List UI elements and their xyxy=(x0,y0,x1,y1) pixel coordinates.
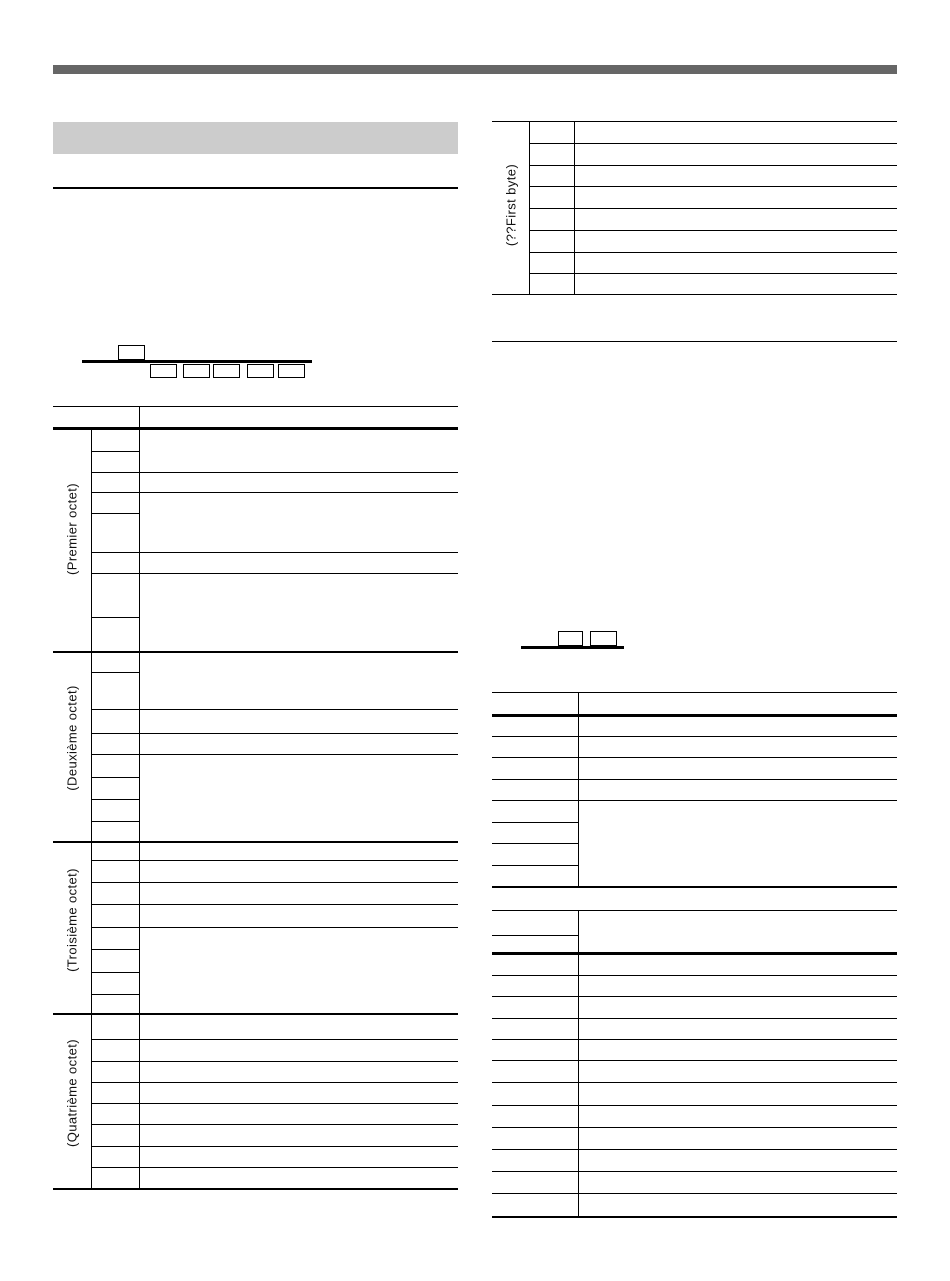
description-cell xyxy=(140,1015,458,1040)
value-cell xyxy=(492,955,578,976)
description-cell xyxy=(579,1172,897,1194)
description-cell xyxy=(575,231,897,253)
description-cell xyxy=(140,734,458,755)
description-cell xyxy=(140,653,458,710)
top-rule-bar xyxy=(53,65,897,74)
diagram-box xyxy=(150,364,177,378)
value-cell xyxy=(492,693,578,717)
bit-cell xyxy=(92,1040,139,1062)
value-cell xyxy=(492,758,578,780)
bit-cell xyxy=(530,122,574,144)
bit-cell xyxy=(92,734,139,755)
value-column xyxy=(492,911,579,1216)
description-cell xyxy=(575,187,897,209)
byte-format-diagram-left xyxy=(80,344,315,381)
value-cell xyxy=(492,1083,578,1106)
bit-cell xyxy=(530,231,574,253)
description-cell xyxy=(140,1062,458,1083)
octet-group-4 xyxy=(53,1015,458,1190)
description-cell xyxy=(140,473,458,493)
bit-cell xyxy=(92,973,139,995)
bit-cell xyxy=(92,995,139,1013)
bit-cell xyxy=(92,883,139,905)
value-cell xyxy=(492,1194,578,1216)
description-cell xyxy=(579,976,897,997)
description-cell xyxy=(575,144,897,166)
value-cell xyxy=(492,866,578,886)
group-label-cell xyxy=(53,843,92,1013)
value-cell xyxy=(492,936,578,955)
diagram-box xyxy=(558,631,583,646)
bit-cell xyxy=(92,553,139,574)
bit-cell xyxy=(530,274,574,294)
value-table-upper xyxy=(492,692,897,888)
bit-cell xyxy=(92,452,139,473)
bit-cell xyxy=(92,1062,139,1083)
diagram-baseline xyxy=(521,646,624,649)
bit-cell xyxy=(92,618,139,651)
bit-cell xyxy=(530,144,574,166)
value-cell xyxy=(492,1128,578,1150)
bit-cell xyxy=(92,755,139,778)
bit-cell xyxy=(92,1168,139,1188)
description-cell xyxy=(140,883,458,905)
bit-cell xyxy=(92,1125,139,1147)
description-cell xyxy=(140,1104,458,1125)
value-cell xyxy=(492,1019,578,1040)
bit-cell xyxy=(92,514,139,553)
value-cell xyxy=(492,737,578,758)
octet-group-1 xyxy=(53,430,458,653)
group-label-cell xyxy=(53,1015,92,1188)
description-cell xyxy=(579,1061,897,1083)
description-cell xyxy=(579,1194,897,1216)
description-cell xyxy=(579,1106,897,1128)
description-cell xyxy=(575,122,897,144)
bit-column xyxy=(92,430,140,651)
description-cell xyxy=(579,801,897,886)
value-cell xyxy=(492,997,578,1019)
description-cell xyxy=(575,274,897,294)
description-cell xyxy=(140,1147,458,1168)
description-cell xyxy=(140,493,458,553)
value-cell xyxy=(492,1061,578,1083)
diagram-box xyxy=(183,364,210,378)
description-column xyxy=(579,693,897,886)
octet-group-2 xyxy=(53,653,458,843)
value-cell xyxy=(492,911,578,936)
description-column xyxy=(140,1015,458,1188)
group-label: (Premier octet) xyxy=(64,483,80,576)
diagram-box xyxy=(247,364,274,378)
bit-cell xyxy=(92,822,139,841)
description-cell xyxy=(140,1040,458,1062)
description-cell xyxy=(575,166,897,187)
description-cell xyxy=(579,717,897,737)
bit-cell xyxy=(92,1083,139,1104)
bit-cell xyxy=(92,710,139,734)
group-label: (Troisième octet) xyxy=(64,867,80,972)
bit-column xyxy=(530,122,575,294)
description-cell xyxy=(140,430,458,473)
group-label: (Quatrième octet) xyxy=(64,1038,80,1147)
description-cell xyxy=(140,553,458,574)
description-cell xyxy=(579,1128,897,1150)
bit-column xyxy=(92,1015,140,1188)
description-column xyxy=(140,653,458,841)
description-column xyxy=(140,430,458,651)
bit-column xyxy=(92,843,140,1013)
bit-cell xyxy=(92,905,139,928)
description-cell xyxy=(140,928,458,1013)
description-cell xyxy=(579,1083,897,1106)
bit-cell xyxy=(92,843,139,861)
description-cell xyxy=(140,905,458,928)
bit-column xyxy=(92,653,140,841)
description-cell xyxy=(579,758,897,780)
description-cell xyxy=(140,755,458,841)
description-cell xyxy=(140,1168,458,1188)
diagram-box xyxy=(590,631,617,646)
description-cell xyxy=(575,253,897,274)
group-label-cell xyxy=(53,653,92,841)
value-table-lower xyxy=(492,910,897,1218)
header-label-cell xyxy=(53,407,140,427)
value-cell xyxy=(492,844,578,866)
description-cell xyxy=(140,1125,458,1147)
octet-group-3 xyxy=(53,843,458,1015)
bit-cell xyxy=(92,673,139,710)
description-cell xyxy=(140,843,458,861)
description-column xyxy=(140,843,458,1013)
group-label-cell xyxy=(492,122,530,294)
diagram-baseline xyxy=(82,360,312,363)
bit-cell xyxy=(92,778,139,800)
description-cell xyxy=(579,780,897,801)
diagram-box xyxy=(118,345,145,360)
description-column xyxy=(575,122,897,294)
value-cell xyxy=(492,1106,578,1128)
value-cell xyxy=(492,1040,578,1061)
bit-cell xyxy=(92,1015,139,1040)
diagram-box xyxy=(213,364,240,378)
bit-cell xyxy=(92,928,139,950)
value-cell xyxy=(492,717,578,737)
bit-cell xyxy=(92,430,139,452)
group-label: (Deuxième octet) xyxy=(64,684,80,791)
bit-cell xyxy=(92,800,139,822)
description-cell xyxy=(579,1019,897,1040)
value-cell xyxy=(492,1172,578,1194)
description-cell xyxy=(140,1083,458,1104)
description-cell xyxy=(575,209,897,231)
diagram-box xyxy=(278,364,305,378)
value-column xyxy=(492,693,579,886)
description-cell xyxy=(579,911,897,955)
byte-format-diagram-right xyxy=(520,629,628,650)
value-cell xyxy=(492,801,578,823)
bit-cell xyxy=(92,1147,139,1168)
description-cell xyxy=(579,1040,897,1061)
group-label-cell xyxy=(53,430,92,651)
description-cell xyxy=(579,1150,897,1172)
first-byte-table xyxy=(492,121,897,295)
bit-cell xyxy=(530,187,574,209)
description-cell xyxy=(140,710,458,734)
bit-cell xyxy=(92,950,139,973)
description-cell xyxy=(140,574,458,651)
description-cell xyxy=(579,737,897,758)
bit-cell xyxy=(92,574,139,618)
group-label: (??First byte) xyxy=(503,163,518,246)
bit-cell xyxy=(530,253,574,274)
table-header-row xyxy=(53,406,458,430)
header-description-cell xyxy=(140,407,458,427)
description-cell xyxy=(140,861,458,883)
description-cell xyxy=(579,997,897,1019)
bit-cell xyxy=(92,861,139,883)
bit-cell xyxy=(92,1104,139,1125)
description-cell xyxy=(579,955,897,976)
description-cell xyxy=(579,693,897,717)
section-title-banner xyxy=(53,122,458,154)
heading-rule xyxy=(53,187,458,189)
description-column xyxy=(579,911,897,1216)
bit-cell xyxy=(92,473,139,493)
bit-cell xyxy=(92,653,139,673)
section-divider-rule xyxy=(492,341,897,342)
value-cell xyxy=(492,1150,578,1172)
value-cell xyxy=(492,823,578,844)
bit-cell xyxy=(92,493,139,514)
bit-cell xyxy=(530,209,574,231)
bit-definition-table xyxy=(53,406,458,1190)
bit-cell xyxy=(530,166,574,187)
value-cell xyxy=(492,780,578,801)
value-cell xyxy=(492,976,578,997)
